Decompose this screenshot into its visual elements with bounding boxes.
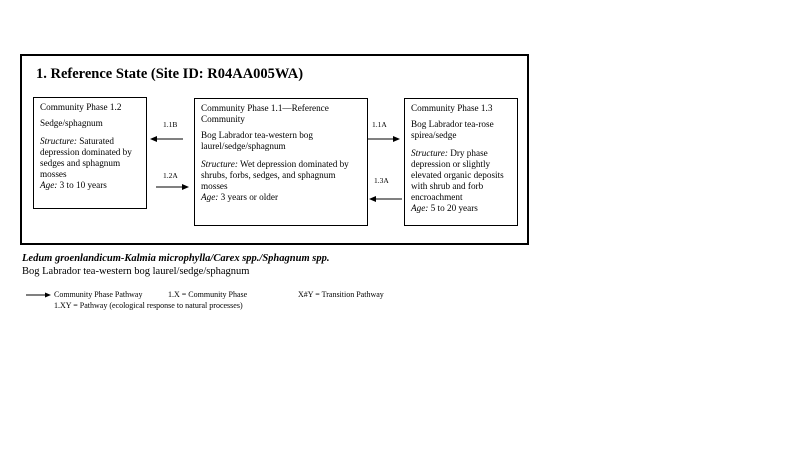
- pathway-label-1-1A: 1.1A: [372, 120, 387, 129]
- structure-text: Dry phase depression or slightly elevated organic deposits with shrub and forb encroachment: [411, 148, 504, 202]
- phase-community: Bog Labrador tea-rose spirea/sedge: [411, 119, 494, 140]
- phase-name: Community Phase 1.2: [40, 102, 122, 112]
- pathway-label-1-1B: 1.1B: [163, 120, 178, 129]
- legend-pathway: Community Phase Pathway: [54, 290, 143, 299]
- structure-text: Saturated depression dominated by sedges and sphagnum mosses: [40, 136, 132, 179]
- phase-community: Bog Labrador tea-western bog laurel/sedge/sphagnum: [201, 130, 313, 151]
- phase-community: Sedge/sphagnum: [40, 118, 103, 128]
- legend-transition: X#Y = Transition Pathway: [298, 290, 384, 299]
- structure-label: Structure:: [201, 159, 238, 169]
- legend-phase-code: 1.X = Community Phase: [168, 290, 248, 299]
- age-label: Age:: [411, 203, 429, 213]
- pathway-label-1-2A: 1.2A: [163, 171, 178, 180]
- reference-state-box: [20, 54, 529, 245]
- structure-text: Wet depression dominated by shrubs, forbs, sedges, and sphagnum mosses: [201, 159, 349, 191]
- legend-pathway-code: 1.XY = Pathway (ecological response to natural processes): [54, 301, 243, 310]
- phase-name: Community Phase 1.3: [411, 103, 493, 113]
- age-label: Age:: [40, 180, 58, 190]
- state-title: 1. Reference State (Site ID: R04AA005WA): [36, 66, 304, 82]
- scientific-name-caption: Ledum groenlandicum-Kalmia microphylla/Carex spp./Sphagnum spp.: [22, 253, 330, 264]
- pathway-label-1-3A: 1.3A: [374, 176, 389, 185]
- age-text: 3 to 10 years: [57, 180, 107, 190]
- age-label: Age:: [201, 192, 219, 202]
- phase-name: Community Phase 1.1—Reference Community: [201, 103, 329, 124]
- common-name-caption: Bog Labrador tea-western bog laurel/sedge/sphagnum: [22, 266, 250, 277]
- structure-label: Structure:: [40, 136, 77, 146]
- pathway-arrows: [22, 56, 531, 247]
- structure-label: Structure:: [411, 148, 448, 158]
- age-text: 3 years or older: [218, 192, 279, 202]
- legend-arrow-icon: [26, 291, 52, 299]
- age-text: 5 to 20 years: [428, 203, 478, 213]
